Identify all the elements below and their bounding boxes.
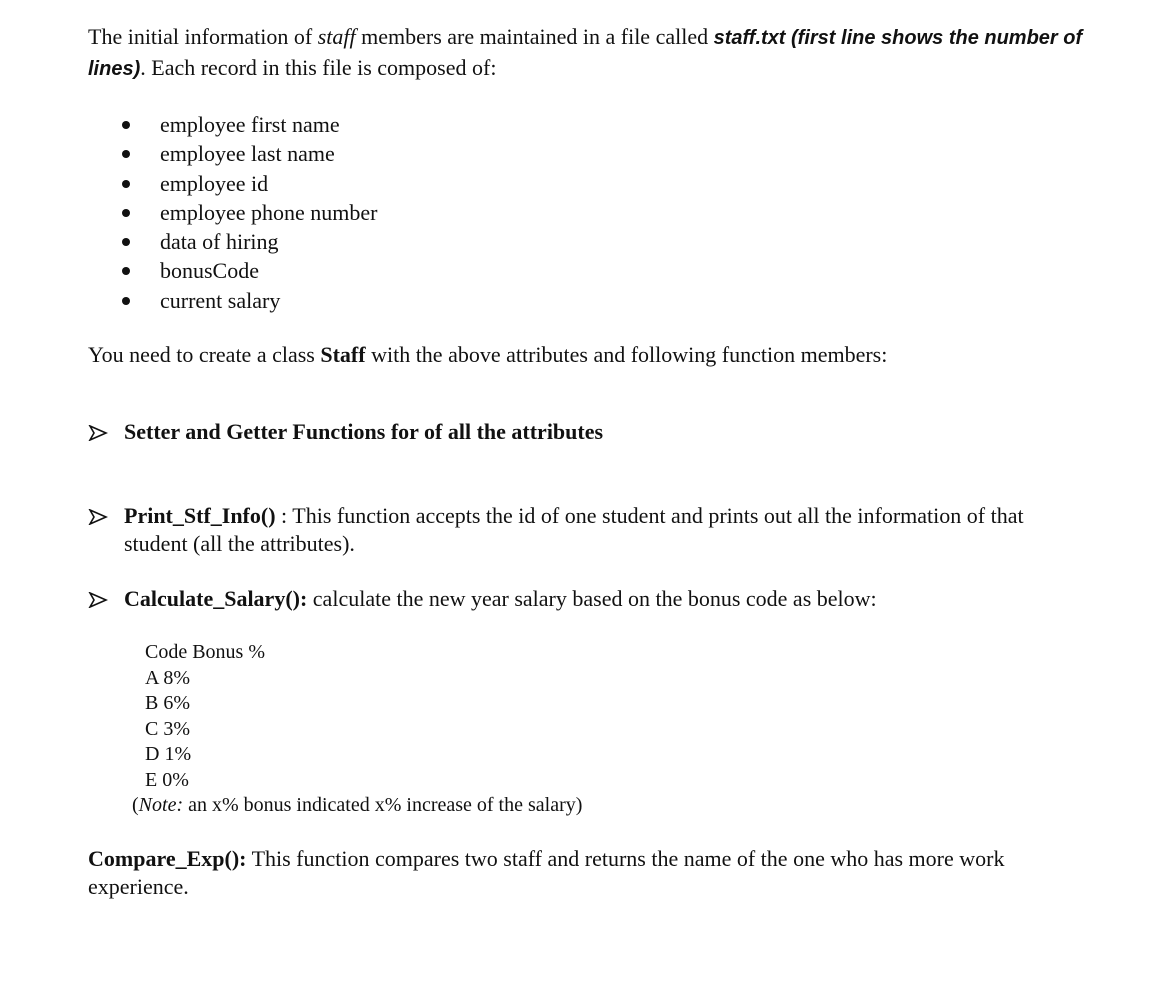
bullet-icon [122, 180, 130, 188]
arrow-bullet-icon [88, 425, 108, 441]
list-item: current salary [122, 286, 378, 315]
list-item: data of hiring [122, 227, 378, 256]
list-item: employee phone number [122, 198, 378, 227]
bullet-icon [122, 297, 130, 305]
function-item-print-info: Print_Stf_Info() : This function accepts the id of one student and prints out all the information of that student (all the attributes). [88, 502, 1078, 558]
bonus-note: (Note: an x% bonus indicated x% increase of the salary) [132, 794, 583, 816]
intro-paragraph [88, 22, 1088, 84]
list-item: employee last name [122, 139, 378, 168]
bullet-icon [122, 209, 130, 217]
arrow-bullet-icon [88, 592, 108, 608]
table-row: D 1% [145, 743, 192, 765]
compare-exp-paragraph: Compare_Exp(): This function compares two staff and returns the name of the one who has more work experience. [88, 846, 1005, 899]
bonus-table [145, 640, 265, 793]
bullet-icon [122, 121, 130, 129]
table-row: E 0% [145, 768, 189, 791]
table-header: Code Bonus % [145, 641, 265, 663]
print-function-name: Print_Stf_Info() [124, 503, 276, 528]
intro-text-3: . Each record in this file is composed of: [140, 55, 497, 80]
intro-filename: staff.txt (first line shows the number of lines) [88, 27, 1083, 80]
list-item: employee id [122, 169, 378, 198]
intro-staff-italic: staff [317, 24, 356, 49]
bullet-icon [122, 150, 130, 158]
intro-text-1: The initial information of [88, 24, 318, 49]
class-name: Staff [320, 342, 366, 367]
function-item-setter-getter: Setter and Getter Functions for of all the attributes [88, 418, 1078, 446]
list-item: employee first name [122, 110, 378, 139]
bullet-icon [122, 267, 130, 275]
table-row: C 3% [145, 717, 190, 740]
arrow-bullet-icon [88, 509, 108, 525]
attribute-list [122, 110, 378, 315]
bullet-icon [122, 238, 130, 246]
function-item-calculate-salary: Calculate_Salary(): calculate the new year salary based on the bonus code as below: [88, 585, 1078, 613]
class-paragraph: You need to create a class Staff with the above attributes and following function members: [88, 342, 888, 367]
calc-function-name: Calculate_Salary(): [124, 586, 308, 611]
compare-function-name: Compare_Exp(): [88, 846, 247, 871]
intro-text-2: members are maintained in a file called [355, 24, 714, 49]
list-item: bonusCode [122, 256, 378, 285]
table-row: A 8% [145, 666, 190, 689]
table-row: B 6% [145, 692, 190, 714]
